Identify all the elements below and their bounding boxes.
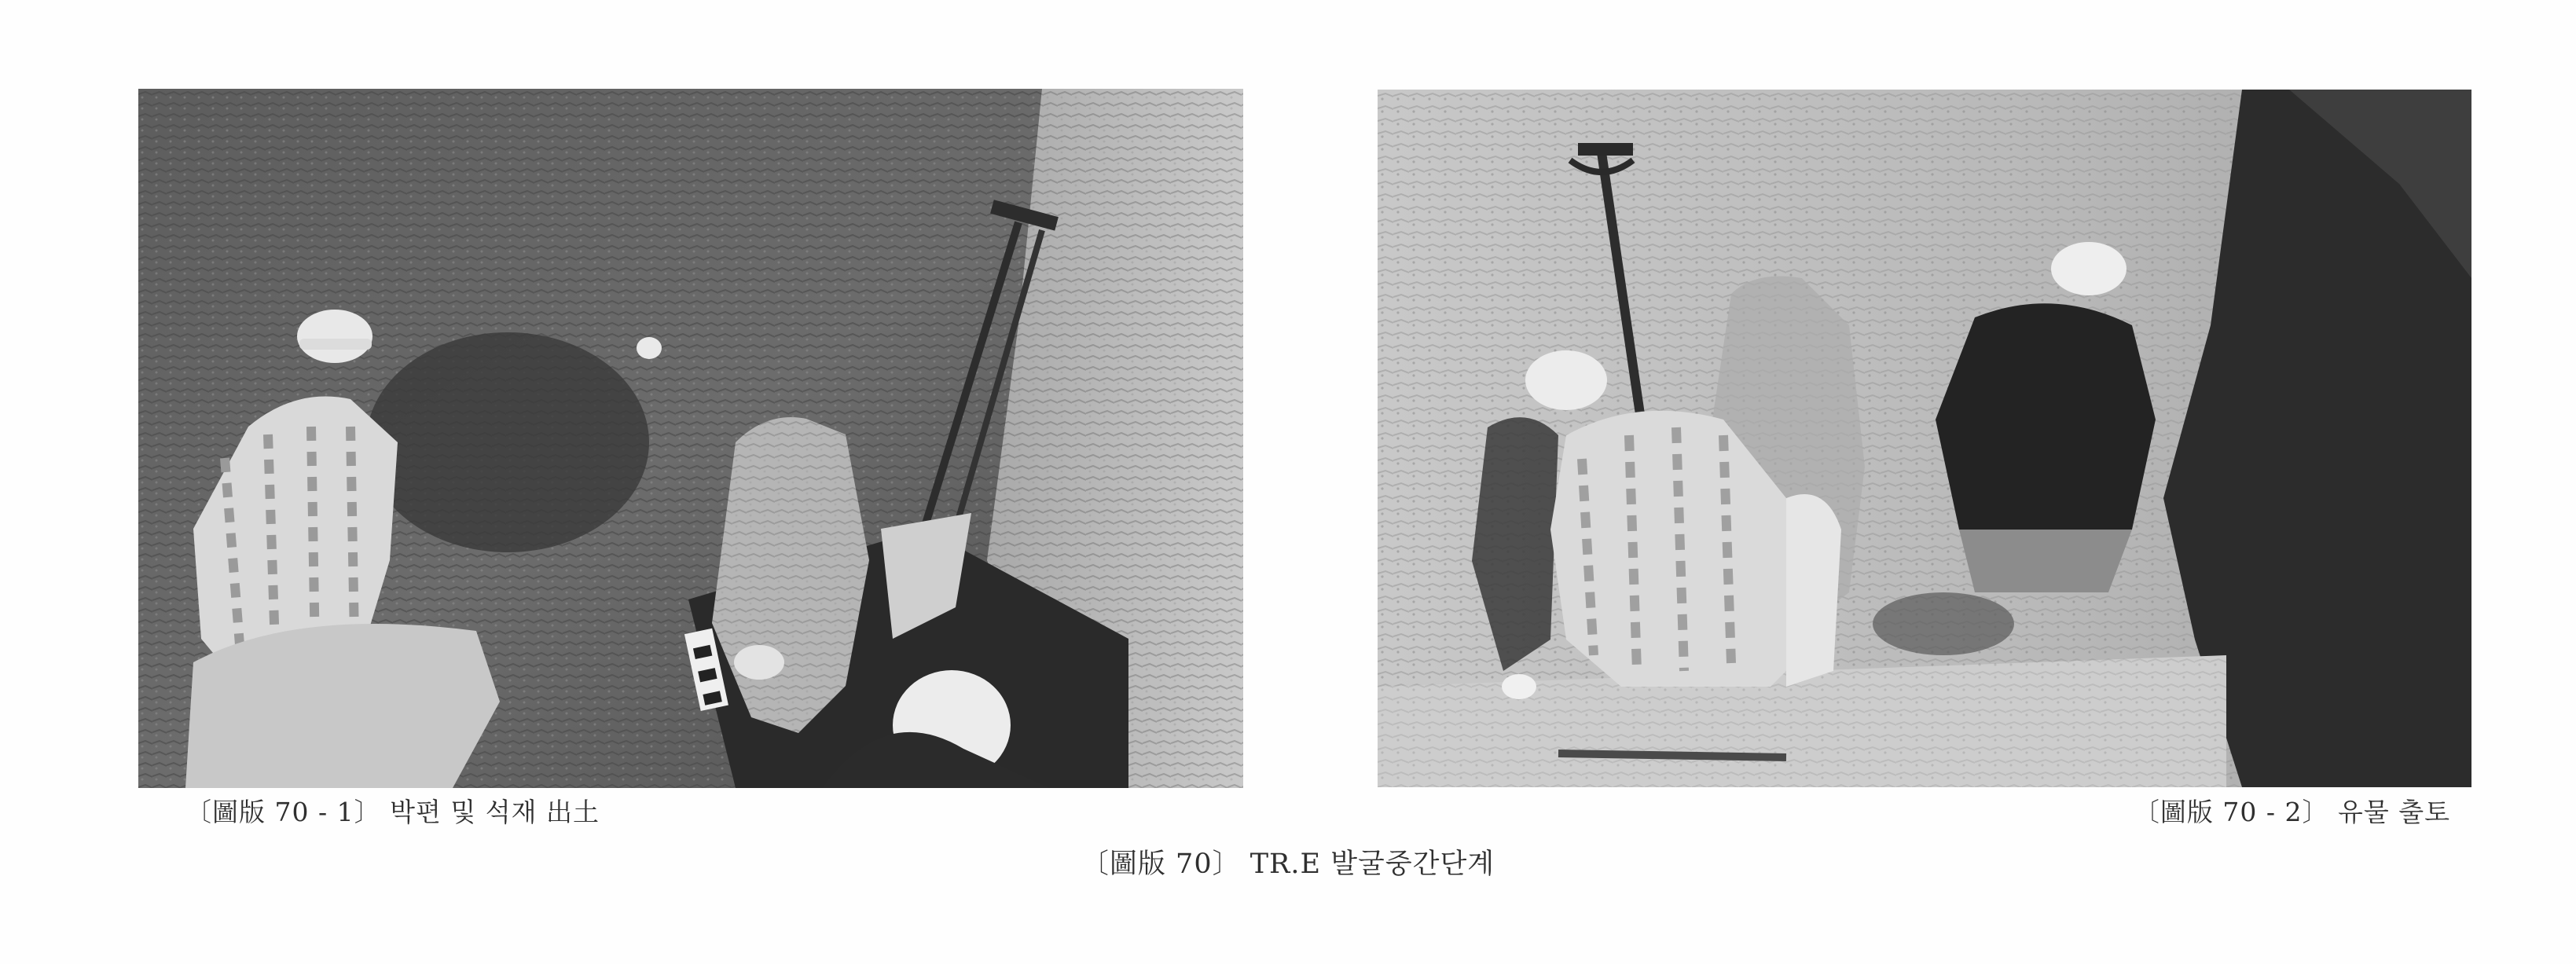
photo-1-image [138,89,1243,788]
excavation-photo-1 [138,89,1243,788]
photo-2-image [1378,90,2471,787]
photo-2-caption: 〔圖版 70 - 2〕 유물 출토 [2133,797,2450,827]
excavation-photo-2 [1378,90,2471,787]
plate-title: 〔圖版 70〕 TR.E 발굴중간단계 [1081,849,1495,880]
photo-1-caption: 〔圖版 70 - 1〕 박편 및 석재 出土 [185,797,600,827]
